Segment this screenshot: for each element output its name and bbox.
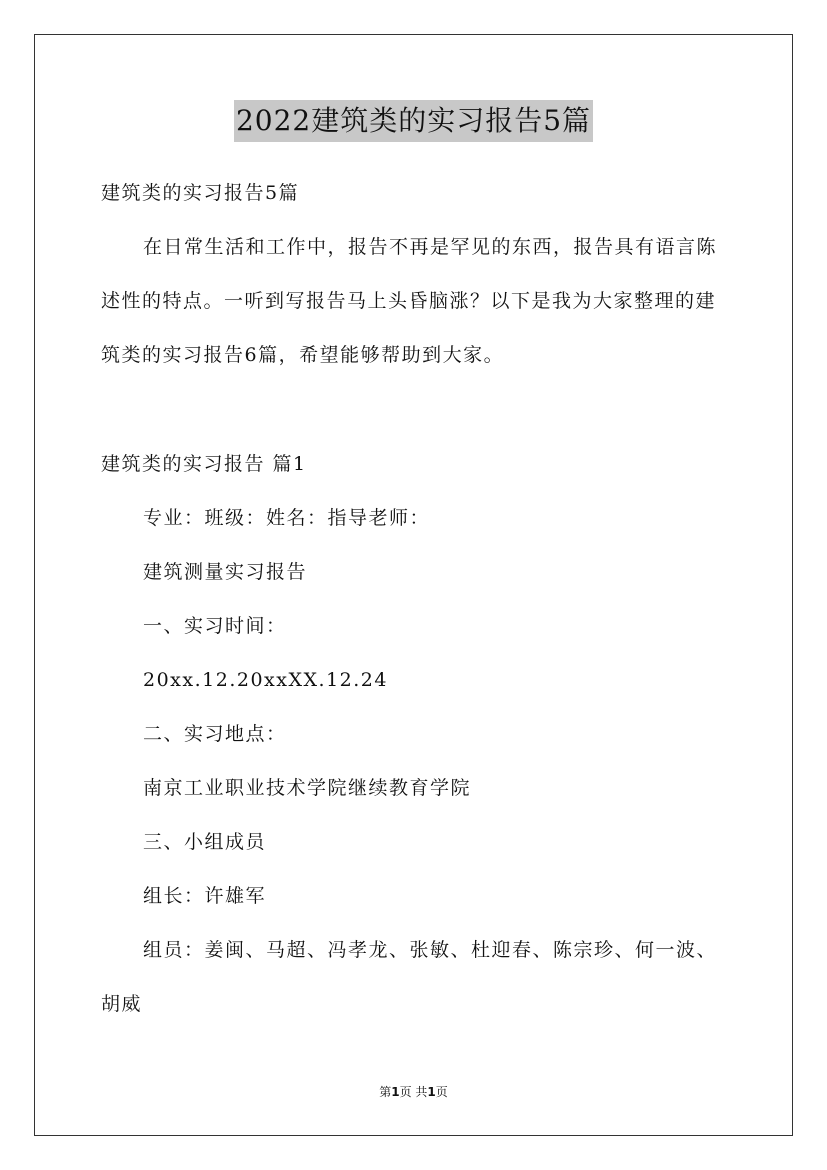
place-value: 南京工业职业技术学院继续教育学院	[143, 777, 472, 799]
footer-total-suffix: 页	[435, 1085, 448, 1099]
place-label: 二、实习地点：	[143, 723, 287, 745]
footer-total-prefix: 共	[415, 1085, 428, 1099]
title-wrap	[0, 100, 827, 142]
leader-line: 组长：许雄军	[143, 885, 267, 907]
footer-total-number: 1	[427, 1085, 436, 1099]
time-value: 20xx.12.20xxXX.12.24	[143, 669, 388, 691]
report-name: 建筑测量实习报告	[143, 561, 308, 583]
page-footer	[0, 1084, 827, 1100]
footer-page-prefix: 第	[379, 1085, 392, 1099]
document-title: 2022建筑类的实习报告5篇	[234, 100, 593, 142]
intro-line-2: 述性的特点。一听到写报告马上头昏脑涨？以下是我为大家整理的建	[101, 290, 717, 312]
footer-page-number: 1	[391, 1085, 400, 1099]
time-label: 一、实习时间：	[143, 615, 287, 637]
members-line-2: 胡威	[101, 993, 143, 1015]
intro-line-1: 在日常生活和工作中，报告不再是罕见的东西，报告具有语言陈	[143, 236, 718, 258]
footer-page-suffix: 页	[399, 1085, 412, 1099]
document-subtitle: 建筑类的实习报告5篇	[101, 182, 300, 204]
section-heading: 建筑类的实习报告 篇1	[101, 453, 307, 475]
members-label: 三、小组成员	[143, 831, 267, 853]
members-line-1: 组员：姜闽、马超、冯孝龙、张敏、杜迎春、陈宗珍、何一波、	[143, 939, 718, 961]
intro-line-3: 筑类的实习报告6篇，希望能够帮助到大家。	[101, 344, 505, 366]
info-line: 专业：班级：姓名：指导老师：	[143, 507, 431, 529]
